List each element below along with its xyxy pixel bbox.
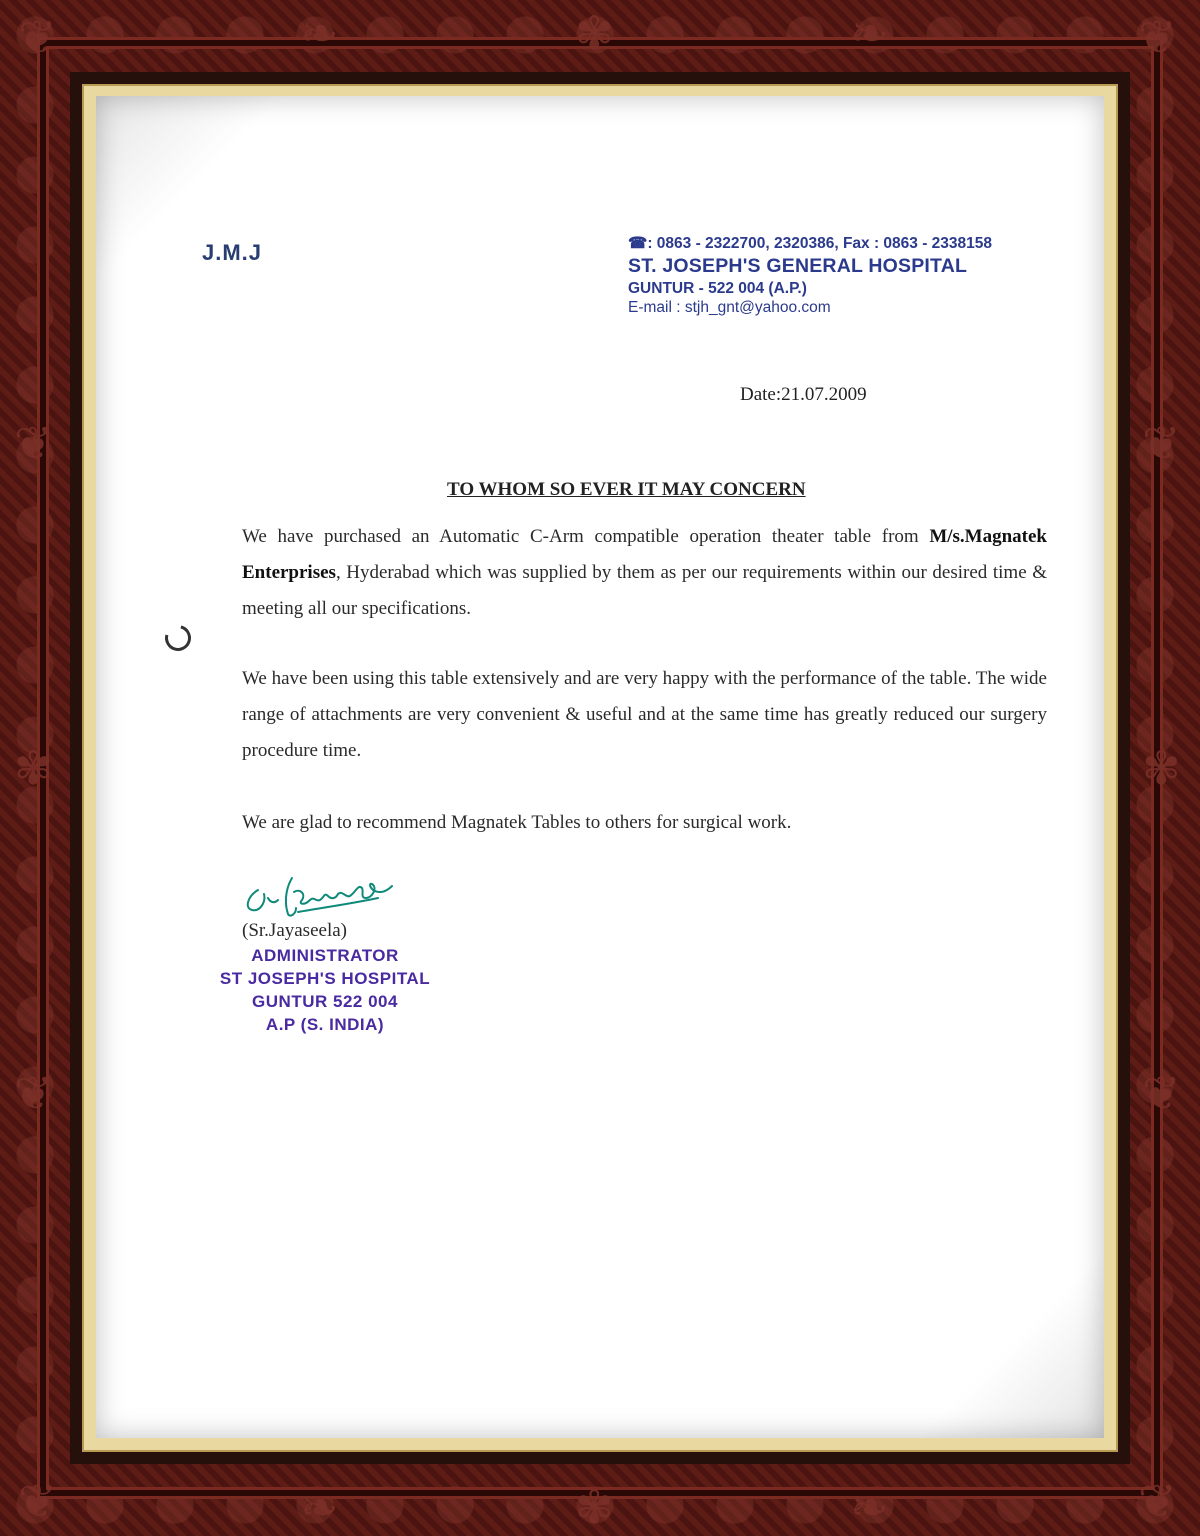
stamp-line-state: A.P (S. INDIA) [265,1015,385,1034]
top-ornament-icon: ❧ [850,6,889,60]
hospital-name: ST. JOSEPH'S GENERAL HOSPITAL [628,255,968,277]
corner-ornament-icon: ❦ [18,10,57,64]
hospital-city: GUNTUR - 522 004 (A.P.) [628,280,807,297]
handwritten-signature [240,858,395,923]
letter-date: Date:21.07.2009 [740,384,867,405]
bottom-ornament-icon: ✾ [575,1480,614,1534]
jmj-mark: J.M.J [202,240,263,265]
bottom-ornament-icon: ❧ [300,1480,339,1534]
hospital-email: E-mail : stjh_gnt@yahoo.com [628,299,831,316]
corner-ornament-icon: ❦ [1138,10,1177,64]
vendor-name: M/s.Magnatek Enterprises [242,526,1047,583]
stamp-line-hospital: ST JOSEPH'S HOSPITAL [219,969,431,988]
paragraph-2: We have been using this table extensively and are very happy with the performance of the table. The wide range of attachments are very convenient & useful and at the same time has greatly reduced our surgery procedure time. [242,668,1047,761]
telephone-icon: ☎ [628,235,648,252]
side-ornament-icon: ❦ [1142,416,1181,470]
bottom-ornament-icon: ❧ [850,1480,889,1534]
signatory-name: (Sr.Jayaseela) [242,920,347,941]
top-ornament-icon: ✾ [575,6,614,60]
corner-ornament-icon: ❦ [18,1474,57,1528]
stamp-line-city: GUNTUR 522 004 [252,992,398,1011]
paragraph-3: We are glad to recommend Magnatek Tables to others for surgical work. [242,812,792,833]
administrator-stamp [205,944,445,1036]
corner-ornament-icon: ❦ [1138,1474,1177,1528]
side-ornament-icon: ✾ [14,741,53,795]
side-ornament-icon: ❦ [14,416,53,470]
side-ornament-icon: ❦ [1142,1066,1181,1120]
letter-subject: TO WHOM SO EVER IT MAY CONCERN [447,479,806,500]
side-ornament-icon: ❦ [14,1066,53,1120]
paragraph-1: We have purchased an Automatic C-Arm compatible operation theater table from M/s.Magnatek Enterprises, Hyderabad which was supplied by them as per our requirements within our desired time & meeting all our specifications. [242,526,1047,619]
letterhead [628,234,992,317]
stamp-line-title: ADMINISTRATOR [251,946,399,965]
side-ornament-icon: ✾ [1142,741,1181,795]
top-ornament-icon: ❧ [300,6,339,60]
letterhead-phone: ☎: 0863 - 2322700, 2320386, Fax : 0863 - 2338158 [628,235,993,252]
